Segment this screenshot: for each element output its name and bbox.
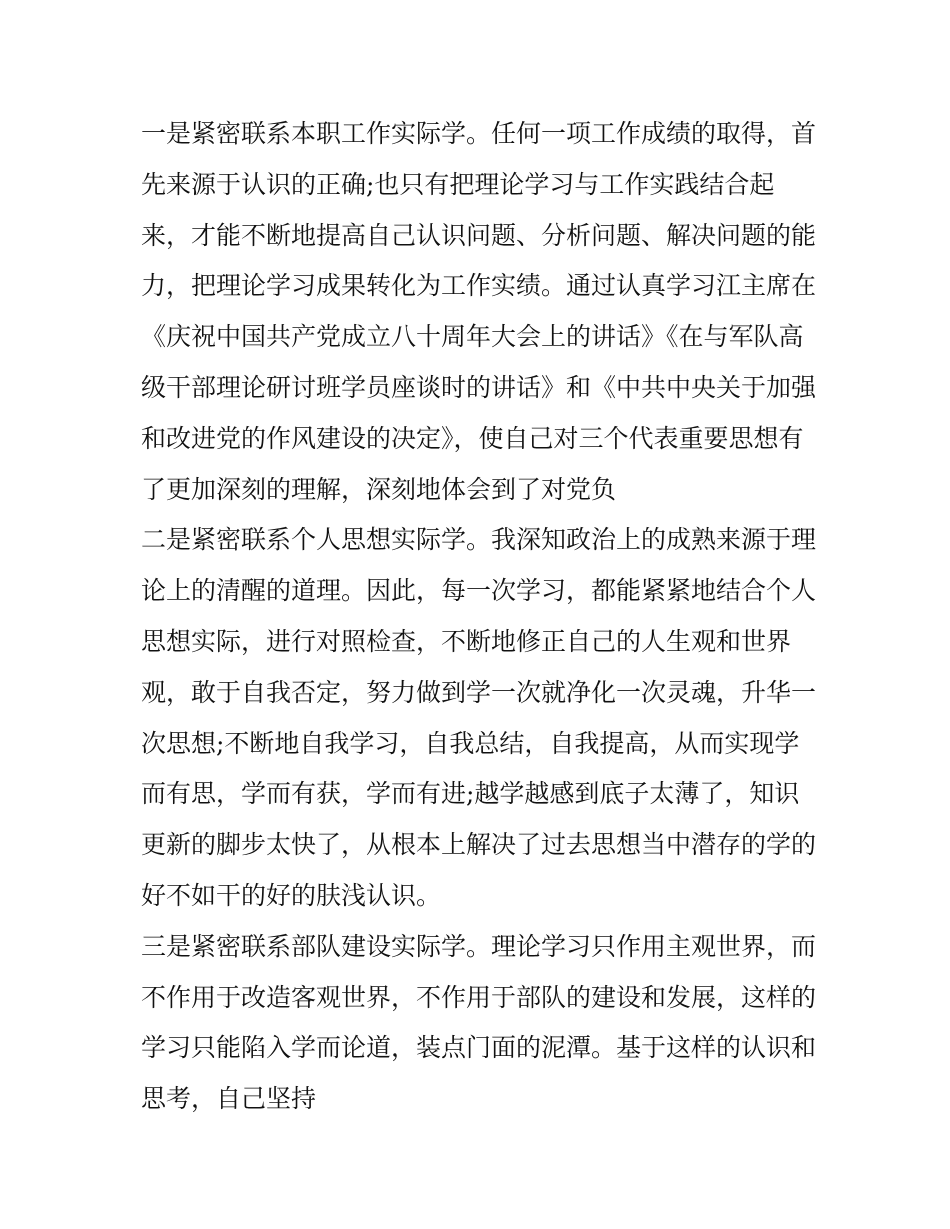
paragraph-line: 和改进党的作风建设的决定》，使自己对三个代表重要思想有 (141, 423, 804, 453)
paragraph-line: 二是紧密联系个人思想实际学。我深知政治上的成熟来源于理 (141, 525, 817, 555)
paragraph-line: 三是紧密联系部队建设实际学。理论学习只作用主观世界，而 (141, 931, 817, 961)
paragraph-line: 不作用于改造客观世界，不作用于部队的建设和发展，这样的 (141, 982, 817, 1012)
paragraph-line: 次思想;不断地自我学习，自我总结，自我提高，从而实现学 (141, 728, 800, 758)
paragraph-line: 好不如干的好的肤浅认识。 (141, 880, 442, 910)
paragraph-line: 先来源于认识的正确;也只有把理论学习与工作实践结合起 (141, 169, 775, 199)
paragraph-line: 论上的清醒的道理。因此，每一次学习，都能紧紧地结合个人 (141, 576, 817, 606)
paragraph-line: 《庆祝中国共产党成立八十周年大会上的讲话》《在与军队高 (141, 322, 804, 352)
paragraph-line: 级干部理论研讨班学员座谈时的讲话》和《中共中央关于加强 (141, 372, 817, 402)
paragraph-line: 而有思，学而有获，学而有进;越学越感到底子太薄了，知识 (141, 779, 800, 809)
paragraph-line: 思考，自己坚持 (141, 1084, 317, 1114)
paragraph-line: 学习只能陷入学而论道，装点门面的泥潭。基于这样的认识和 (141, 1033, 817, 1063)
paragraph-line: 一是紧密联系本职工作实际学。任何一项工作成绩的取得，首 (141, 119, 817, 148)
paragraph-line: 观，敢于自我否定，努力做到学一次就净化一次灵魂，升华一 (141, 677, 817, 707)
paragraph-line: 力，把理论学习成果转化为工作实绩。通过认真学习江主席在 (141, 271, 817, 301)
paragraph-line: 来，才能不断地提高自己认识问题、分析问题、解决问题的能 (141, 220, 817, 250)
paragraph-line: 思想实际，进行对照检查，不断地修正自己的人生观和世界 (141, 626, 792, 656)
document-body (141, 109, 821, 1125)
paragraph-line: 了更加深刻的理解，深刻地体会到了对党负 (141, 474, 617, 504)
paragraph-line: 更新的脚步太快了，从根本上解决了过去思想当中潜存的学的 (141, 830, 817, 860)
